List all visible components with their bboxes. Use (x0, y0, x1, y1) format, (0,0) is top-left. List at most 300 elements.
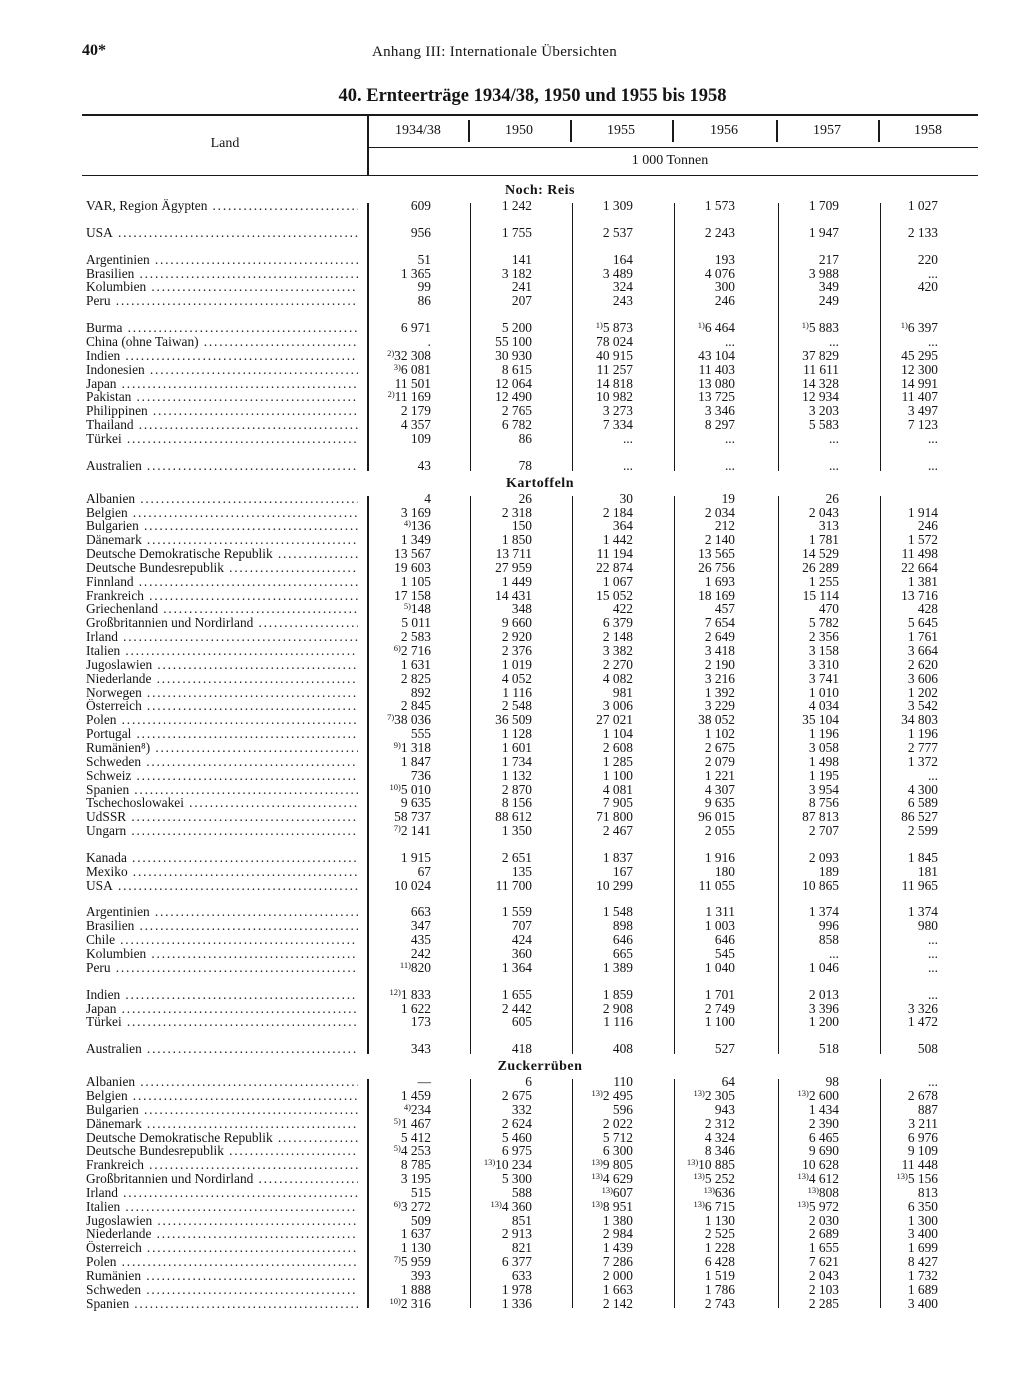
value-cell: $^{13)}$6 715 (693, 1198, 735, 1214)
value-cell: $^{13)}$5 156 (896, 1171, 938, 1186)
value-cell: 212 (714, 518, 735, 534)
value-cell: 8 756 (808, 795, 839, 811)
value-cell: 6 782 (501, 417, 532, 433)
table-row (0, 335, 1024, 349)
value-cell: 4 (424, 490, 431, 506)
table-row (0, 961, 1024, 975)
value-cell: 1 947 (808, 224, 839, 240)
value-cell: 217 (818, 251, 839, 267)
value-cell: $^{11)}$820 (399, 959, 431, 975)
value-cell: 2 908 (602, 1000, 633, 1016)
country-name: Irland ..... (86, 630, 358, 644)
table-row (0, 755, 1024, 769)
value-cell: $^{13)}$2 305 (693, 1087, 735, 1103)
year-header-divider (672, 120, 674, 142)
value-cell: ... (927, 946, 938, 961)
country-name: Belgien ..... (86, 1089, 358, 1103)
value-cell: 1 349 (400, 532, 431, 548)
column-divider (572, 496, 573, 1054)
value-cell: 193 (714, 251, 735, 267)
value-cell: 4 052 (501, 670, 532, 686)
value-cell: 26 756 (698, 559, 735, 575)
country-name: Polen ..... (86, 713, 358, 727)
value-cell: 6 377 (501, 1254, 532, 1270)
value-cell: 6 (525, 1074, 532, 1090)
value-cell: 324 (612, 279, 633, 295)
value-cell: 6 976 (907, 1129, 938, 1145)
table-row (0, 1283, 1024, 1297)
value-cell: $^{7)}$5 959 (393, 1254, 431, 1270)
value-cell: 2 599 (907, 823, 938, 838)
value-cell: 1 255 (808, 573, 839, 589)
value-cell: 1 364 (501, 959, 532, 975)
table-row (0, 630, 1024, 644)
value-cell: 1 027 (907, 198, 938, 213)
value-cell: $^{2)}$32 308 (387, 347, 431, 363)
table-row (0, 1269, 1024, 1283)
value-cell: 9 635 (704, 795, 735, 811)
value-cell: 5 300 (501, 1171, 532, 1186)
value-cell: 2 620 (907, 656, 938, 672)
table-row (0, 1241, 1024, 1255)
value-cell: $^{5)}$4 253 (393, 1143, 431, 1159)
value-cell: 135 (511, 863, 532, 879)
value-cell: 2 000 (602, 1267, 633, 1283)
value-cell: $^{13)}$4 360 (490, 1198, 532, 1214)
value-cell: 1 449 (501, 573, 532, 589)
value-cell: 470 (818, 601, 839, 617)
value-cell: 1 631 (400, 656, 431, 672)
value-cell: 3 489 (602, 265, 633, 281)
value-cell: 11 407 (901, 389, 938, 405)
column-divider (470, 496, 471, 1054)
value-cell: 243 (612, 293, 633, 309)
value-cell: 5 583 (808, 417, 839, 433)
table-row (0, 741, 1024, 755)
country-name: Österreich ..... (86, 1241, 358, 1255)
value-cell: 3 211 (908, 1115, 938, 1131)
country-name: Deutsche Demokratische Republik ..... (86, 547, 358, 561)
value-cell: 43 (417, 457, 431, 473)
value-cell: 3 203 (808, 403, 839, 419)
country-name: Chile ..... (86, 933, 358, 947)
value-cell: 424 (511, 932, 532, 948)
value-cell: 1 978 (501, 1281, 532, 1297)
value-cell: 6 465 (808, 1129, 839, 1145)
value-cell: 1 915 (400, 849, 431, 865)
value-cell: 527 (714, 1041, 735, 1057)
country-name: Niederlande ..... (86, 672, 358, 686)
table-row (0, 432, 1024, 446)
value-cell: 7 123 (907, 417, 938, 433)
value-cell: 249 (818, 293, 839, 309)
value-cell: 86 (518, 430, 532, 446)
value-cell: 1 350 (501, 823, 532, 838)
value-cell: 2 356 (808, 629, 839, 645)
value-cell: 13 711 (495, 546, 532, 561)
country-name: Türkei ..... (86, 1015, 358, 1029)
value-cell: 19 (721, 490, 735, 506)
value-cell: 11 501 (394, 375, 431, 391)
value-cell: 1 196 (907, 726, 938, 742)
value-cell: $^{1)}$5 883 (801, 320, 839, 336)
value-cell: 2 984 (602, 1226, 633, 1242)
value-cell: 981 (612, 684, 633, 700)
value-cell: 2 743 (704, 1295, 735, 1311)
value-cell: ... (828, 334, 839, 349)
value-cell: 1 573 (704, 198, 735, 213)
value-cell: 4 307 (704, 781, 735, 797)
value-cell: 313 (818, 518, 839, 534)
table-row (0, 1042, 1024, 1056)
value-cell: $^{10)}$2 316 (389, 1295, 431, 1311)
value-cell: $^{10)}$5 010 (389, 781, 431, 797)
country-name: Indien ..... (86, 988, 358, 1002)
value-cell: 2 312 (704, 1115, 735, 1131)
year-header: 1956 (710, 123, 738, 138)
value-cell: 181 (917, 863, 938, 879)
value-cell: 457 (714, 601, 735, 617)
value-cell: 78 024 (596, 334, 633, 349)
value-cell: $^{7)}$38 036 (387, 712, 431, 728)
value-cell: 11 257 (596, 361, 633, 377)
value-cell: 88 612 (495, 809, 532, 825)
value-cell: 1 100 (704, 1014, 735, 1030)
country-name: Australien ..... (86, 459, 358, 473)
value-cell: $^{6)}$3 272 (393, 1198, 431, 1214)
country-name: Italien ..... (86, 644, 358, 658)
table-top-rule (82, 114, 978, 116)
column-divider (470, 1079, 471, 1308)
value-cell: 1 130 (400, 1240, 431, 1256)
value-cell: $^{7)}$2 141 (393, 823, 431, 838)
value-cell: 7 286 (602, 1254, 633, 1270)
running-header: Anhang III: Internationale Übersichten (372, 44, 618, 60)
land-column-header: Land (210, 136, 240, 151)
table-row (0, 1002, 1024, 1016)
value-cell: 86 (417, 293, 431, 309)
country-name: Mexiko ..... (86, 865, 358, 879)
year-header-divider (570, 120, 572, 142)
value-cell: 19 603 (394, 559, 431, 575)
country-name: Philippinen ..... (86, 404, 358, 418)
value-cell: $^{1)}$6 464 (697, 320, 735, 336)
value-cell: ... (927, 959, 938, 975)
value-cell: 96 015 (698, 809, 735, 825)
value-cell: $^{13)}$4 629 (591, 1171, 633, 1186)
value-cell: 3 606 (907, 670, 938, 686)
value-cell: 2 675 (704, 739, 735, 755)
country-name: Thailand ..... (86, 418, 358, 432)
country-name: Ungarn ..... (86, 824, 358, 838)
column-divider (572, 1079, 573, 1308)
value-cell: ... (622, 457, 633, 473)
value-cell: 1 116 (603, 1014, 633, 1030)
value-cell: 14 529 (802, 546, 839, 561)
table-row (0, 865, 1024, 879)
country-name: Argentinien ..... (86, 905, 358, 919)
value-cell: 11 055 (698, 877, 735, 893)
value-cell: 5 712 (602, 1129, 633, 1145)
value-cell: $^{1)}$6 397 (900, 320, 938, 336)
value-cell: $^{13)}$9 805 (591, 1157, 633, 1173)
value-cell: — (417, 1074, 431, 1090)
value-cell: 7 905 (602, 795, 633, 811)
country-name: Schweden ..... (86, 755, 358, 769)
value-cell: 736 (410, 767, 431, 783)
value-cell: 9 109 (907, 1143, 938, 1159)
value-cell: 87 813 (802, 809, 839, 825)
value-cell: 167 (612, 863, 633, 879)
value-cell: 3 382 (602, 643, 633, 658)
value-cell: 246 (714, 293, 735, 309)
table-row (0, 658, 1024, 672)
value-cell: 2 133 (907, 224, 938, 240)
land-column-divider (367, 116, 369, 175)
country-name: Irland ..... (86, 1186, 358, 1200)
value-cell: 300 (714, 279, 735, 295)
value-cell: $^{13)}$636 (703, 1184, 735, 1200)
value-cell: 1 781 (808, 532, 839, 548)
country-name: Pakistan ..... (86, 390, 358, 404)
value-cell: 2 749 (704, 1000, 735, 1016)
value-cell: 1 732 (907, 1267, 938, 1283)
value-cell: 86 527 (901, 809, 938, 825)
table-row (0, 796, 1024, 810)
country-name: Dänemark ..... (86, 533, 358, 547)
country-name: Peru ..... (86, 961, 358, 975)
value-cell: 1 105 (400, 573, 431, 589)
year-header-divider (878, 120, 880, 142)
value-cell: 2 318 (501, 504, 532, 520)
country-name: Australien ..... (86, 1042, 358, 1056)
value-cell: 45 295 (901, 347, 938, 363)
value-cell: 40 915 (596, 347, 633, 363)
table-row (0, 947, 1024, 961)
value-cell: 347 (410, 918, 431, 934)
value-cell: 545 (714, 946, 735, 961)
column-divider (367, 1079, 369, 1308)
value-cell: $^{13)}$2 600 (797, 1087, 839, 1103)
country-name: Spanien ..... (86, 1297, 358, 1311)
table-row (0, 1214, 1024, 1228)
value-cell: $^{13)}$4 612 (797, 1171, 839, 1186)
table-row (0, 824, 1024, 838)
value-cell: 8 615 (501, 361, 532, 377)
value-cell: 3 195 (400, 1171, 431, 1186)
value-cell: 35 104 (802, 712, 839, 728)
value-cell: 3 310 (808, 656, 839, 672)
value-cell: 633 (511, 1267, 532, 1283)
value-cell: 956 (410, 224, 431, 240)
value-cell: 509 (410, 1212, 431, 1228)
value-cell: 646 (714, 932, 735, 948)
value-cell: 2 467 (602, 823, 633, 838)
country-name: Spanien ..... (86, 783, 358, 797)
country-name: Burma ..... (86, 321, 358, 335)
table-row (0, 769, 1024, 783)
value-cell: 2 689 (808, 1226, 839, 1242)
value-cell: 2 103 (808, 1281, 839, 1297)
column-divider (367, 496, 369, 1054)
country-name: Jugoslawien ..... (86, 658, 358, 672)
value-cell: 2 548 (501, 698, 532, 714)
year-header-divider (776, 120, 778, 142)
table-row (0, 1089, 1024, 1103)
value-cell: 1 655 (808, 1240, 839, 1256)
value-cell: 67 (417, 863, 431, 879)
country-name: Norwegen ..... (86, 686, 358, 700)
value-cell: 5 412 (400, 1129, 431, 1145)
table-row (0, 1172, 1024, 1186)
table-row (0, 459, 1024, 473)
value-cell: 663 (410, 904, 431, 920)
value-cell: 30 (619, 490, 633, 506)
value-cell: 1 311 (705, 904, 735, 920)
year-header: 1955 (607, 123, 635, 138)
country-name: Österreich ..... (86, 699, 358, 713)
country-name: Belgien ..... (86, 506, 358, 520)
value-cell: 1 372 (907, 753, 938, 769)
value-cell: 2 270 (602, 656, 633, 672)
value-cell: 518 (818, 1041, 839, 1057)
value-cell: $^{9)}$1 318 (393, 739, 431, 755)
value-cell: 14 431 (495, 587, 532, 603)
value-cell: 1 067 (602, 573, 633, 589)
value-cell: 1 693 (704, 573, 735, 589)
value-cell: 4 300 (907, 781, 938, 797)
section-title: Noch: Reis (505, 183, 575, 198)
value-cell: 1 689 (907, 1281, 938, 1297)
value-cell: 609 (410, 198, 431, 213)
value-cell: 22 874 (596, 559, 633, 575)
value-cell: 78 (518, 457, 532, 473)
value-cell: $^{6)}$2 716 (393, 643, 431, 658)
table-row (0, 1297, 1024, 1311)
value-cell: 1 381 (907, 573, 938, 589)
value-cell: 150 (511, 518, 532, 534)
table-row (0, 1117, 1024, 1131)
value-cell: 1 761 (907, 629, 938, 645)
value-cell: 3 664 (907, 643, 938, 658)
value-cell: 9 690 (808, 1143, 839, 1159)
table-row (0, 1103, 1024, 1117)
value-cell: 1 655 (501, 986, 532, 1002)
table-row (0, 672, 1024, 686)
value-cell: 428 (917, 601, 938, 617)
value-cell: 420 (917, 279, 938, 295)
country-name: Bulgarien ..... (86, 519, 358, 533)
value-cell: 7 654 (704, 615, 735, 631)
value-cell: 349 (818, 279, 839, 295)
value-cell: 15 052 (596, 587, 633, 603)
value-cell: 665 (612, 946, 633, 961)
value-cell: 408 (612, 1041, 633, 1057)
value-cell: 22 664 (901, 559, 938, 575)
value-cell: 1 336 (501, 1295, 532, 1311)
value-cell: 1 699 (907, 1240, 938, 1256)
value-cell: 1 755 (501, 224, 532, 240)
value-cell: 12 064 (495, 375, 532, 391)
column-divider (778, 1079, 779, 1308)
country-name: Polen ..... (86, 1255, 358, 1269)
value-cell: $^{13)}$10 234 (483, 1157, 532, 1173)
table-row (0, 686, 1024, 700)
value-cell: 1 847 (400, 753, 431, 769)
value-cell: 1 202 (907, 684, 938, 700)
country-name: Finnland ..... (86, 575, 358, 589)
column-divider (470, 203, 471, 471)
value-cell: 1 389 (602, 959, 633, 975)
value-cell: 58 737 (394, 809, 431, 825)
value-cell: ... (927, 457, 938, 473)
value-cell: 1 622 (400, 1000, 431, 1016)
country-name: Portugal ..... (86, 727, 358, 741)
value-cell: 12 934 (802, 389, 839, 405)
column-divider (674, 1079, 675, 1308)
value-cell: 27 021 (596, 712, 633, 728)
value-cell: 3 216 (704, 670, 735, 686)
column-divider (880, 203, 881, 471)
value-cell: 5 645 (907, 615, 938, 631)
value-cell: 2 765 (501, 403, 532, 419)
country-name: Peru ..... (86, 294, 358, 308)
country-name: Deutsche Demokratische Republik ..... (86, 1131, 358, 1145)
country-name: Kanada ..... (86, 851, 358, 865)
section-title: Zuckerrüben (497, 1059, 583, 1075)
country-name: Deutsche Bundesrepublik ..... (86, 561, 358, 575)
value-cell: ... (927, 265, 938, 281)
country-name: Albanien ..... (86, 1075, 358, 1089)
table-row (0, 294, 1024, 308)
value-cell: 6 975 (501, 1143, 532, 1159)
column-divider (674, 496, 675, 1054)
year-header: 1950 (505, 123, 533, 138)
value-cell: 892 (410, 684, 431, 700)
value-cell: 11 965 (901, 877, 938, 893)
value-cell: 30 930 (495, 347, 532, 363)
table-row (0, 1255, 1024, 1269)
value-cell: 164 (612, 251, 633, 267)
value-cell: 5 460 (501, 1129, 532, 1145)
value-cell: 3 326 (907, 1000, 938, 1016)
value-cell: 2 675 (501, 1087, 532, 1103)
value-cell: 14 991 (901, 375, 938, 391)
table-row (0, 1015, 1024, 1029)
country-name: Frankreich ..... (86, 1158, 358, 1172)
value-cell: 1 845 (907, 849, 938, 865)
value-cell: 3 988 (808, 265, 839, 281)
value-cell: 605 (511, 1014, 532, 1030)
value-cell: 71 800 (596, 809, 633, 825)
table-row (0, 1144, 1024, 1158)
value-cell: ... (724, 430, 735, 446)
value-cell: 1 559 (501, 904, 532, 920)
value-cell: 11 611 (803, 361, 839, 377)
value-cell: 8 156 (501, 795, 532, 811)
value-cell: 3 542 (907, 698, 938, 714)
value-cell: 360 (511, 946, 532, 961)
value-cell: 5 200 (501, 320, 532, 336)
value-cell: 332 (511, 1101, 532, 1117)
value-cell: 1 116 (502, 684, 532, 700)
value-cell: ... (927, 986, 938, 1002)
value-cell: 2 678 (907, 1087, 938, 1103)
value-cell: 1 888 (400, 1281, 431, 1297)
value-cell: 26 (518, 490, 532, 506)
value-cell: 1 434 (808, 1101, 839, 1117)
value-cell: 64 (721, 1074, 735, 1090)
